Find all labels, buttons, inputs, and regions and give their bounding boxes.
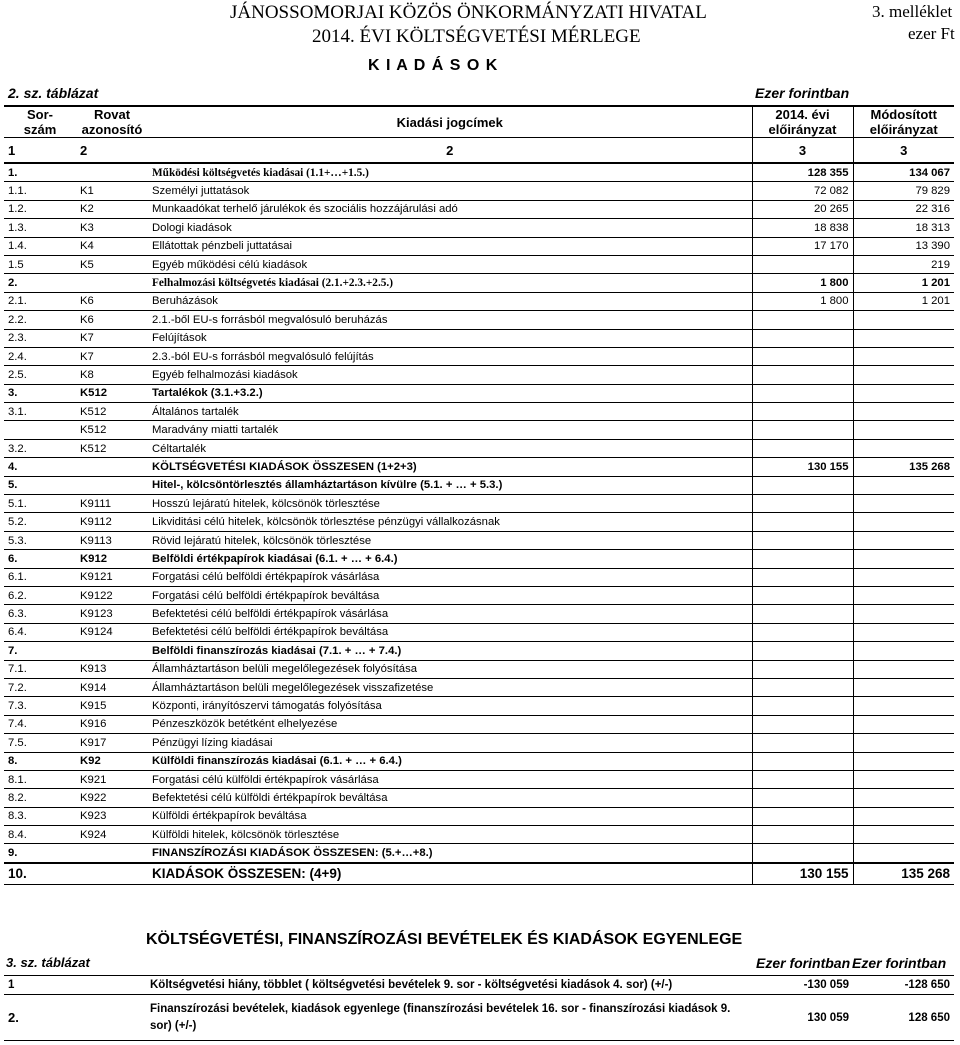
- row-original: [752, 605, 853, 623]
- balance-row: [4, 995, 954, 1041]
- row-code: K924: [76, 826, 148, 844]
- row-title: Felújítások: [148, 329, 752, 347]
- row-code: K9124: [76, 623, 148, 641]
- row-modified: [853, 697, 954, 715]
- row-original: [752, 347, 853, 365]
- row-modified: [853, 476, 954, 494]
- row-original: [752, 384, 853, 402]
- row-title: Céltartalék: [148, 439, 752, 457]
- row-code: [76, 274, 148, 292]
- table-row: [4, 531, 954, 549]
- row-number: 7.2.: [4, 678, 76, 696]
- row-modified: [853, 642, 954, 660]
- row-original: [752, 403, 853, 421]
- annex-label: 3. melléklet: [872, 2, 953, 21]
- row-number: 2.2.: [4, 311, 76, 329]
- row-title: Államháztartáson belüli megelőlegezések folyósítása: [148, 660, 752, 678]
- row-modified: [853, 605, 954, 623]
- table-row: [4, 182, 954, 200]
- balance-orig: 130 059: [752, 995, 853, 1041]
- table-row: [4, 568, 954, 586]
- row-title: Általános tartalék: [148, 403, 752, 421]
- row-title: Külföldi hitelek, kölcsönök törlesztése: [148, 826, 752, 844]
- row-original: [752, 715, 853, 733]
- row-number: 1.3.: [4, 219, 76, 237]
- row-code: K923: [76, 807, 148, 825]
- row-code: K914: [76, 678, 148, 696]
- row-code: K1: [76, 182, 148, 200]
- row-number: 4.: [4, 458, 76, 476]
- header-original: 2014. évi előirányzat: [752, 106, 853, 138]
- row-title: Rövid lejáratú hitelek, kölcsönök törlesztése: [148, 531, 752, 549]
- table-row: [4, 752, 954, 770]
- row-code: K9112: [76, 513, 148, 531]
- row-original: [752, 476, 853, 494]
- row-number: 3.: [4, 384, 76, 402]
- row-original: [752, 439, 853, 457]
- row-modified: [853, 826, 954, 844]
- balance-currency-mod: Ezer forintban: [852, 955, 947, 971]
- row-title: Egyéb felhalmozási kiadások: [148, 366, 752, 384]
- row-number: 8.4.: [4, 826, 76, 844]
- row-number: [4, 421, 76, 439]
- row-modified: [853, 329, 954, 347]
- row-modified: [853, 568, 954, 586]
- row-number: 3.1.: [4, 403, 76, 421]
- row-modified: [853, 384, 954, 402]
- row-original: [752, 255, 853, 273]
- row-code: [76, 844, 148, 863]
- header-sor: Sor- szám: [4, 106, 76, 138]
- table-row: [4, 311, 954, 329]
- table-row: [4, 347, 954, 365]
- row-modified: [853, 752, 954, 770]
- table-row: [4, 255, 954, 273]
- column-numbers: 1 2 2 3 3: [4, 138, 954, 164]
- row-modified: [853, 807, 954, 825]
- table-row: [4, 403, 954, 421]
- balance-row: [4, 976, 954, 995]
- row-title: KÖLTSÉGVETÉSI KIADÁSOK ÖSSZESEN (1+2+3): [148, 458, 752, 476]
- row-original: [752, 421, 853, 439]
- row-title: Hosszú lejáratú hitelek, kölcsönök törlesztése: [148, 495, 752, 513]
- row-modified: [853, 586, 954, 604]
- row-number: 7.4.: [4, 715, 76, 733]
- row-title: Államháztartáson belüli megelőlegezések visszafizetése: [148, 678, 752, 696]
- table-row: [4, 844, 954, 863]
- unit-label: ezer Ft: [908, 24, 955, 43]
- row-original: 130 155: [752, 458, 853, 476]
- row-title: Ellátottak pénzbeli juttatásai: [148, 237, 752, 255]
- balance-mod: 128 650: [853, 995, 954, 1041]
- row-code: K9122: [76, 586, 148, 604]
- row-title: Pénzeszközök betétként elhelyezése: [148, 715, 752, 733]
- table-row: [4, 366, 954, 384]
- table-row: [4, 476, 954, 494]
- row-code: K6: [76, 311, 148, 329]
- row-code: K2: [76, 200, 148, 218]
- row-number: 2.3.: [4, 329, 76, 347]
- table-row: [4, 292, 954, 310]
- row-title: Befektetési célú belföldi értékpapírok vásárlása: [148, 605, 752, 623]
- table-row: [4, 642, 954, 660]
- row-title: Forgatási célú külföldi értékpapírok vásárlása: [148, 770, 752, 788]
- table-row: [4, 660, 954, 678]
- row-code: [76, 458, 148, 476]
- row-code: K922: [76, 789, 148, 807]
- row-original: [752, 660, 853, 678]
- row-number: 3.2.: [4, 439, 76, 457]
- row-original: [752, 826, 853, 844]
- table-row: [4, 329, 954, 347]
- table-row: [4, 605, 954, 623]
- row-title: FINANSZÍROZÁSI KIADÁSOK ÖSSZESEN: (5.+…+8.): [148, 844, 752, 863]
- row-number: 8.3.: [4, 807, 76, 825]
- table-row: [4, 697, 954, 715]
- row-title: 2.3.-ból EU-s forrásból megvalósuló felújítás: [148, 347, 752, 365]
- row-code: K5: [76, 255, 148, 273]
- row-original: [752, 329, 853, 347]
- row-number: 1.4.: [4, 237, 76, 255]
- balance-sor: 2.: [4, 995, 146, 1041]
- row-original: 1 800: [752, 274, 853, 292]
- row-title: Központi, irányítószervi támogatás folyósítása: [148, 697, 752, 715]
- row-original: [752, 586, 853, 604]
- row-number: 5.3.: [4, 531, 76, 549]
- row-code: K916: [76, 715, 148, 733]
- row-modified: [853, 734, 954, 752]
- row-number: 5.: [4, 476, 76, 494]
- row-modified: 135 268: [853, 863, 954, 885]
- balance-name: Finanszírozási bevételek, kiadások egyenlege (finanszírozási bevételek 16. sor - finanszírozási kiadások 9. sor) (+/-): [146, 995, 752, 1041]
- balance-sor: 1: [4, 976, 146, 995]
- row-original: [752, 678, 853, 696]
- row-modified: [853, 366, 954, 384]
- row-code: K4: [76, 237, 148, 255]
- table-row: [4, 678, 954, 696]
- row-title: Belföldi finanszírozás kiadásai (7.1. + … + 7.4.): [148, 642, 752, 660]
- row-title: Működési költségvetés kiadásai (1.1+…+1.5.): [148, 163, 752, 182]
- row-code: K92: [76, 752, 148, 770]
- row-original: 1 800: [752, 292, 853, 310]
- table-row: [4, 734, 954, 752]
- row-code: K9123: [76, 605, 148, 623]
- row-original: [752, 568, 853, 586]
- row-title: Személyi juttatások: [148, 182, 752, 200]
- table-row: [4, 219, 954, 237]
- row-original: [752, 752, 853, 770]
- row-original: [752, 697, 853, 715]
- row-number: 1.5: [4, 255, 76, 273]
- row-modified: 18 313: [853, 219, 954, 237]
- row-title: Beruházások: [148, 292, 752, 310]
- row-code: K512: [76, 403, 148, 421]
- row-title: Forgatási célú belföldi értékpapírok vásárlása: [148, 568, 752, 586]
- row-original: 18 838: [752, 219, 853, 237]
- row-original: [752, 623, 853, 641]
- row-original: [752, 513, 853, 531]
- row-title: KIADÁSOK ÖSSZESEN: (4+9): [148, 863, 752, 885]
- section-title: K I A D Á S O K: [368, 57, 499, 74]
- row-number: 6.4.: [4, 623, 76, 641]
- row-number: 2.: [4, 274, 76, 292]
- balance-table-label: 3. sz. táblázat: [6, 955, 90, 970]
- row-code: K7: [76, 347, 148, 365]
- row-title: Pénzügyi lízing kiadásai: [148, 734, 752, 752]
- row-modified: 1 201: [853, 292, 954, 310]
- balance-table: [4, 975, 954, 1041]
- row-code: K915: [76, 697, 148, 715]
- table-row: [4, 826, 954, 844]
- row-modified: [853, 844, 954, 863]
- row-modified: [853, 513, 954, 531]
- row-title: Külföldi értékpapírok beváltása: [148, 807, 752, 825]
- row-modified: [853, 311, 954, 329]
- row-number: 1.2.: [4, 200, 76, 218]
- row-number: 7.5.: [4, 734, 76, 752]
- row-modified: [853, 495, 954, 513]
- row-title: 2.1.-ből EU-s forrásból megvalósuló beruházás: [148, 311, 752, 329]
- table-row: [4, 384, 954, 402]
- table-row: [4, 789, 954, 807]
- row-modified: [853, 770, 954, 788]
- row-title: Dologi kiadások: [148, 219, 752, 237]
- row-number: 5.2.: [4, 513, 76, 531]
- row-original: [752, 807, 853, 825]
- row-title: Egyéb működési célú kiadások: [148, 255, 752, 273]
- office-title: JÁNOSSOMORJAI KÖZÖS ÖNKORMÁNYZATI HIVATAL: [230, 2, 707, 23]
- table-row: [4, 807, 954, 825]
- table-row: [4, 458, 954, 476]
- row-number: 7.1.: [4, 660, 76, 678]
- row-modified: 13 390: [853, 237, 954, 255]
- row-code: K9111: [76, 495, 148, 513]
- row-number: 9.: [4, 844, 76, 863]
- row-code: K913: [76, 660, 148, 678]
- row-modified: [853, 789, 954, 807]
- budget-title: 2014. ÉVI KÖLTSÉGVETÉSI MÉRLEGE: [312, 26, 641, 47]
- row-code: K917: [76, 734, 148, 752]
- row-original: 130 155: [752, 863, 853, 885]
- row-number: 1.1.: [4, 182, 76, 200]
- row-original: 72 082: [752, 182, 853, 200]
- row-code: [76, 163, 148, 182]
- row-modified: [853, 623, 954, 641]
- row-original: [752, 495, 853, 513]
- expenditure-table: [4, 105, 954, 885]
- row-modified: [853, 421, 954, 439]
- row-title: Likviditási célú hitelek, kölcsönök törlesztése pénzügyi vállalkozásnak: [148, 513, 752, 531]
- row-code: [76, 642, 148, 660]
- row-title: Hitel-, kölcsöntörlesztés államháztartáson kívülre (5.1. + … + 5.3.): [148, 476, 752, 494]
- row-title: Befektetési célú külföldi értékpapírok beváltása: [148, 789, 752, 807]
- row-number: 7.: [4, 642, 76, 660]
- currency-label: Ezer forintban: [755, 85, 850, 101]
- row-modified: [853, 531, 954, 549]
- row-number: 5.1.: [4, 495, 76, 513]
- balance-name: Költségvetési hiány, többlet ( költségvetési bevételek 9. sor - költségvetési kiadások 4. sor) (+/-): [146, 976, 752, 995]
- row-original: [752, 789, 853, 807]
- table-row: [4, 439, 954, 457]
- row-code: K9121: [76, 568, 148, 586]
- row-original: 20 265: [752, 200, 853, 218]
- row-title: Maradvány miatti tartalék: [148, 421, 752, 439]
- row-modified: [853, 403, 954, 421]
- table-row: [4, 513, 954, 531]
- table-label: 2. sz. táblázat: [8, 85, 99, 101]
- table-row: [4, 274, 954, 292]
- row-code: K512: [76, 439, 148, 457]
- row-title: Belföldi értékpapírok kiadásai (6.1. + … + 6.4.): [148, 550, 752, 568]
- row-code: K921: [76, 770, 148, 788]
- row-original: [752, 311, 853, 329]
- balance-title: KÖLTSÉGVETÉSI, FINANSZÍROZÁSI BEVÉTELEK ÉS KIADÁSOK EGYENLEGE: [146, 931, 743, 948]
- row-number: 2.1.: [4, 292, 76, 310]
- row-modified: 134 067: [853, 163, 954, 182]
- table-row: [4, 586, 954, 604]
- row-modified: [853, 347, 954, 365]
- row-original: [752, 642, 853, 660]
- table-row: [4, 863, 954, 885]
- row-modified: [853, 550, 954, 568]
- row-code: K912: [76, 550, 148, 568]
- row-original: [752, 770, 853, 788]
- row-code: K512: [76, 384, 148, 402]
- row-modified: 79 829: [853, 182, 954, 200]
- row-number: 10.: [4, 863, 76, 885]
- row-title: Tartalékok (3.1.+3.2.): [148, 384, 752, 402]
- row-title: Munkaadókat terhelő járulékok és szociális hozzájárulási adó: [148, 200, 752, 218]
- balance-orig: -130 059: [752, 976, 853, 995]
- row-number: 7.3.: [4, 697, 76, 715]
- table-row: [4, 421, 954, 439]
- row-code: K6: [76, 292, 148, 310]
- table-row: [4, 163, 954, 182]
- row-code: [76, 476, 148, 494]
- row-code: K512: [76, 421, 148, 439]
- row-number: 1.: [4, 163, 76, 182]
- header-modified: Módosított előirányzat: [853, 106, 954, 138]
- row-title: Befektetési célú belföldi értékpapírok beváltása: [148, 623, 752, 641]
- row-title: Külföldi finanszírozás kiadásai (6.1. + … + 6.4.): [148, 752, 752, 770]
- row-original: 17 170: [752, 237, 853, 255]
- row-modified: 22 316: [853, 200, 954, 218]
- table-row: [4, 237, 954, 255]
- row-original: [752, 531, 853, 549]
- table-row: [4, 715, 954, 733]
- table-row: [4, 495, 954, 513]
- header-rovat: Rovat azonosító: [76, 106, 148, 138]
- table-row: [4, 200, 954, 218]
- row-modified: 135 268: [853, 458, 954, 476]
- row-modified: 219: [853, 255, 954, 273]
- row-code: K9113: [76, 531, 148, 549]
- row-original: [752, 844, 853, 863]
- row-number: 8.2.: [4, 789, 76, 807]
- row-modified: [853, 715, 954, 733]
- row-number: 6.2.: [4, 586, 76, 604]
- table-row: [4, 623, 954, 641]
- row-original: 128 355: [752, 163, 853, 182]
- row-original: [752, 366, 853, 384]
- balance-currency-orig: Ezer forintban: [756, 955, 851, 971]
- row-number: 6.1.: [4, 568, 76, 586]
- row-title: Forgatási célú belföldi értékpapírok beváltása: [148, 586, 752, 604]
- row-number: 8.: [4, 752, 76, 770]
- row-modified: 1 201: [853, 274, 954, 292]
- row-number: 6.: [4, 550, 76, 568]
- table-row: [4, 550, 954, 568]
- table-row: [4, 770, 954, 788]
- row-modified: [853, 678, 954, 696]
- row-number: 2.4.: [4, 347, 76, 365]
- row-number: 6.3.: [4, 605, 76, 623]
- balance-mod: -128 650: [853, 976, 954, 995]
- row-title: Felhalmozási költségvetés kiadásai (2.1.+2.3.+2.5.): [148, 274, 752, 292]
- row-number: 8.1.: [4, 770, 76, 788]
- row-original: [752, 734, 853, 752]
- row-modified: [853, 439, 954, 457]
- row-original: [752, 550, 853, 568]
- row-code: K7: [76, 329, 148, 347]
- header-title: Kiadási jogcímek: [148, 106, 752, 138]
- row-number: 2.5.: [4, 366, 76, 384]
- row-code: K3: [76, 219, 148, 237]
- row-modified: [853, 660, 954, 678]
- row-code: K8: [76, 366, 148, 384]
- row-code: [76, 863, 148, 885]
